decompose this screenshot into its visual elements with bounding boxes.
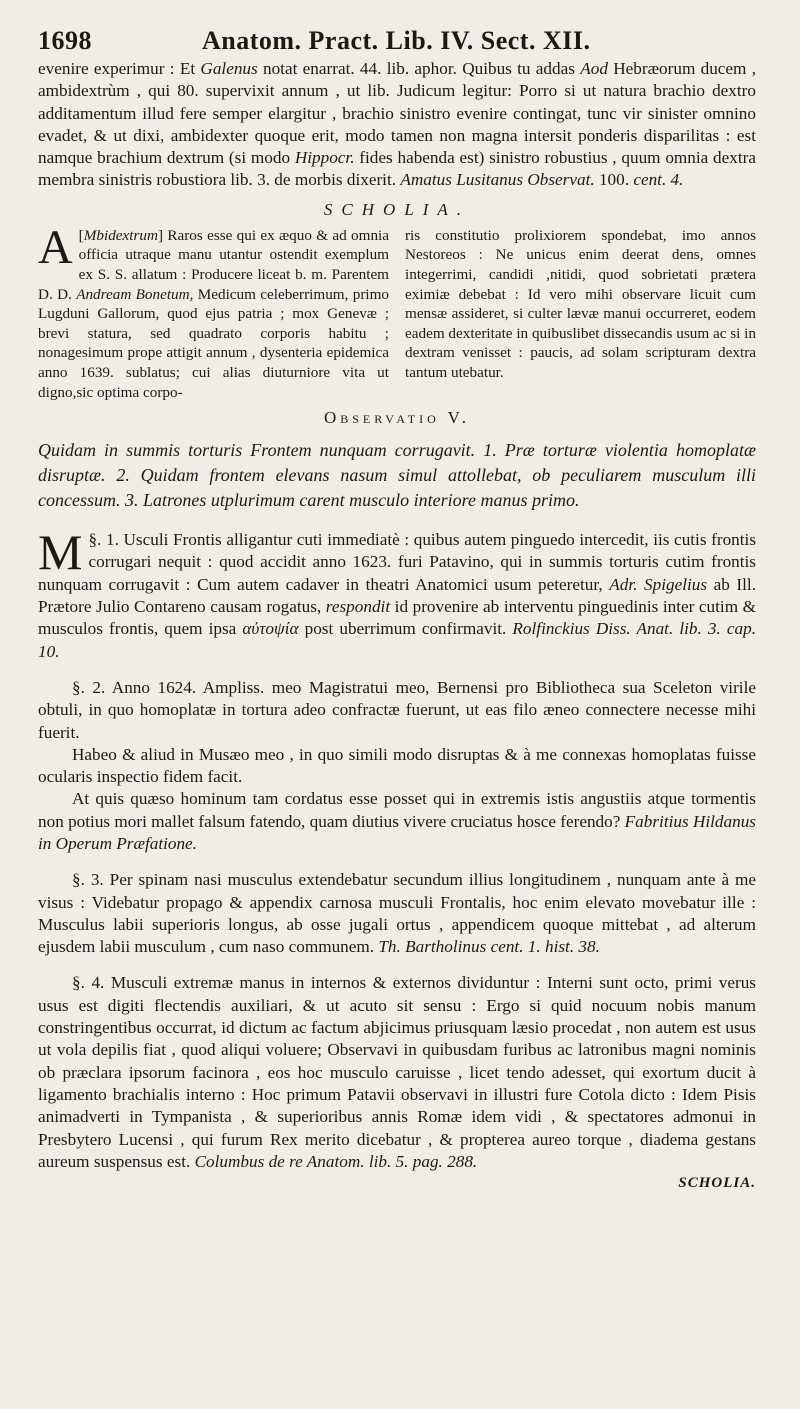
running-head — [38, 26, 756, 56]
page-number: 1698 — [38, 26, 92, 55]
scholia-column-right: ris constitutio prolixiorem spondebat, imo annos Nestoreos : Ne unicus enim deerat dens, omnes integerrimi, candidi ,nitidi, quod sobrietati prætera eximiæ debebat : Id vero mihi observare licuit cum mensæ assideret, si culter lævæ manui occurreret, eodem eadem dexteritate in quibuslibet dissecandis usum ac si in dextram venisset : paucis, ad solam scripturam dextra tantum utebatur. — [405, 226, 756, 381]
section-3: §. 3. Per spinam nasi musculus extendebatur secundum illius longitudinem , nunquam ante à me visus : Videbatur propago & appendix carnosa musculi Frontalis, hoc enim elevato movebatur ille : Musculus labii superioris longus, ab osse jugali ortus , appendicem quoque mittebat , ad alterum ejusdem labii musculum , cum naso communem. Th. Bartholinus cent. 1. hist. 38. — [38, 870, 756, 957]
section-2: §. 2. Anno 1624. Ampliss. meo Magistratui meo, Bernensi pro Bibliotheca sua Sceleton virile obtuli, in quo homoplatæ in tortura adeo confractæ fuerunt, ut eas filo æneo connectere necesse mihi fuerit. — [38, 677, 756, 742]
observatio-summary: Quidam in summis torturis Frontem nunquam corrugavit. 1. Præ torturæ violentia homoplatæ disruptæ. 2. Quidam frontem elevans nasum simul attollebat, ob peculiarem musculum illi concessum. 3. Latrones utplurimum carent musculo interiore manus primo. — [38, 440, 756, 511]
section-1: §. 1. M Usculi Frontis alligantur cuti immediatè : quibus autem pinguedo intercedit, iis cutis frontis corrugari nequit : quod accidit anno 1623. furi Patavino, qui in summis torturis cutim frontis nunquam corrugavit : Cum autem cadaver in theatri Anatomici usum peteretur, Adr. Spigelius ab Ill. Prætore Julio Contareno causam rogatus, respondit id provenire ab interventu pinguedinis inter cutim & musculos frontis, quem ipsa αὐτοψία post uberrimum confirmavit. Rolfinckius Diss. Anat. lib. 3. cap. 10. — [38, 524, 757, 661]
scholia-heading: SCHOLIA. — [323, 199, 471, 219]
catchword: SCHOLIA. — [678, 1175, 756, 1192]
intro-paragraph: evenire experimur : Et Galenus notat enarrat. 44. lib. aphor. Quibus tu addas Aod Hebræorum ducem , ambidextrùm , qui 80. supervixit annum , ut lib. Judicum legitur: Porro si ut natura brachio dextro additamentum illud fere semper elargitur , brachio sinistro evenire contingat, tunc vir sinister omnino evadet, & ut dixi, ambidexter quoque erit, modo tamen non magna intersit ponderis disparilitas : est namque brachium dextrum (si modo Hippocr. fides habenda est) sinistro robustius , quum omnia dextra membra sinistris robustiora lib. 3. de morbis dixerit. Amatus Lusitanus Observat. 100. cent. 4. — [38, 59, 756, 190]
section-4: §. 4. Musculi extremæ manus in internos & externos dividuntur : Interni sunt octo, primi verus usus est digiti flectendis auxiliari, & ut acuto sit sensu : Ergo si quid nocuum nobis manum constringentibus occurrat, id dictum ac factum abjicimus priusquam læsio procedat , non autem est usus ut vola depilis fiat , quod aliqui voluere; Observavi in quibusdam furibus ac latronibus magni nominis ob præclara ipsorum facinora , eos hoc musculo caruisse , licet tendo adesset, qui exortum ducit à ligamento brachialis interno : Hoc primum Patavii observavi in illustri fure Cotola dicto : Idem Pisis animadverti in Tympanista , & superioribus annis Romæ idem vidi , & spectatores admonui in Presbytero Lucensi , qui furum Rex merito dicebatur , & propterea aureo torque , diadema gestans aureum suspensus est. Columbus de re Anatom. lib. 5. pag. 288. — [38, 973, 756, 1171]
section-1-dropcap: M — [38, 524, 83, 581]
observatio-heading: Observatio V. — [323, 408, 471, 428]
scholia-column-left: A [Mbidextrum] Raros esse qui ex æquo & ad omnia officia utraque manu utantur ostendit exemplum ex S. S. allatum : Producere liceat b. m. Parentem D. D. Andream Bonetum, Medicum celeberrimum, primo Lugduni Gallorum, quod ejus patria ; mox Genevæ ; brevi statura, sed quadrato corporis habitu ; nonagesimum prope attigit annum , dysenteria epidemica anno 1639. sublatus; cui alias diuturniore vita ut digno,sic optima corpo- — [38, 220, 390, 401]
section-1-number: §. 1. — [88, 530, 119, 550]
section-2-habeo: Habeo & aliud in Musæo meo , in quo simili modo disruptas & à me connexas homoplatas fuisse ocularis inspectio fidem facit. — [38, 744, 756, 787]
section-2-at-quis: At quis quæso hominum tam cordatus esse posset qui in extremis istis angustiis atque tormentis non potius mori mallet falsum fatendo, quam diutius vivere cruciatus hosce ferendo? Fabritius Hildanus in Operum Præfatione. — [38, 789, 756, 853]
scholia-block — [38, 220, 756, 402]
scholia-dropcap: A — [38, 220, 73, 274]
running-title: Anatom. Pract. Lib. IV. Sect. XII. — [202, 26, 591, 55]
